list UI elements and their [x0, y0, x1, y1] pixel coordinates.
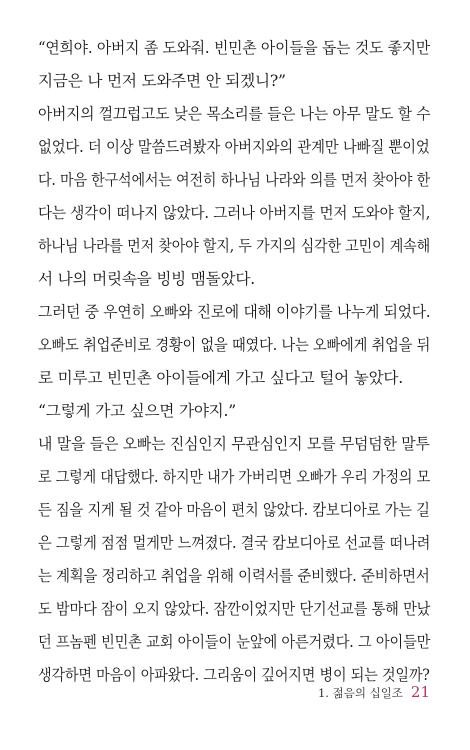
text-line: 생각하면 마음이 아파왔다. 그리움이 깊어지면 병이 되는 것일까?: [38, 666, 430, 684]
text-line: 든 짐을 지게 될 것 같아 마음이 편치 않았다. 캄보디아로 가는 길: [38, 501, 430, 519]
text-line: 하나님 나라를 먼저 찾아야 할지, 두 가지의 심각한 고민이 계속해: [38, 237, 431, 255]
text-line: 다는 생각이 떠나지 않았다. 그러나 아버지를 먼저 도와야 할지,: [38, 204, 431, 222]
chapter-title: 1. 젊음의 십일조: [317, 686, 403, 700]
text-line: 던 프놈펜 빈민촌 교회 아이들이 눈앞에 아른거렸다. 그 아이들만: [38, 633, 431, 651]
page-number: 21: [410, 683, 430, 701]
text-line: 은 그렇게 점점 멀게만 느껴졌다. 결국 캄보디아로 선교를 떠나려: [38, 534, 431, 552]
text-line: “연희야. 아버지 좀 도와줘. 빈민촌 아이들을 돕는 것도 좋지만: [38, 39, 431, 57]
text-line: 다. 마음 한구석에서는 여전히 하나님 나라와 의를 먼저 찾아야 한: [38, 171, 431, 189]
text-line: 없었다. 더 이상 말씀드려봤자 아버지와의 관계만 나빠질 뿐이었: [38, 138, 430, 156]
text-line: 아버지의 껄끄럽고도 낮은 목소리를 들은 나는 아무 말도 할 수: [38, 105, 431, 123]
text-line: 로 미루고 빈민촌 아이들에게 가고 싶다고 털어 놓았다.: [38, 369, 404, 387]
text-line: 지금은 나 먼저 도와주면 안 되겠니?”: [38, 72, 286, 90]
text-line: 그러던 중 우연히 오빠와 진로에 대해 이야기를 나누게 되었다.: [38, 303, 431, 321]
page-footer: [318, 682, 430, 701]
text-line: 는 계획을 정리하고 취업을 위해 이력서를 준비했다. 준비하면서: [38, 567, 430, 585]
text-line: 내 말을 들은 오빠는 진심인지 무관심인지 모를 무덤덤한 말투: [38, 435, 430, 453]
text-line: 로 그렇게 대답했다. 하지만 내가 가버리면 오빠가 우리 가정의 모: [38, 468, 431, 486]
text-line: 오빠도 취업준비로 경황이 없을 때였다. 나는 오빠에게 취업을 뒤: [38, 336, 431, 354]
text-line: “그렇게 가고 싶으면 가야지.”: [38, 402, 237, 420]
text-line: 도 밤마다 잠이 오지 않았다. 잠깐이었지만 단기선교를 통해 만났: [38, 600, 431, 618]
text-line: 서 나의 머릿속을 빙빙 맴돌았다.: [38, 270, 256, 288]
